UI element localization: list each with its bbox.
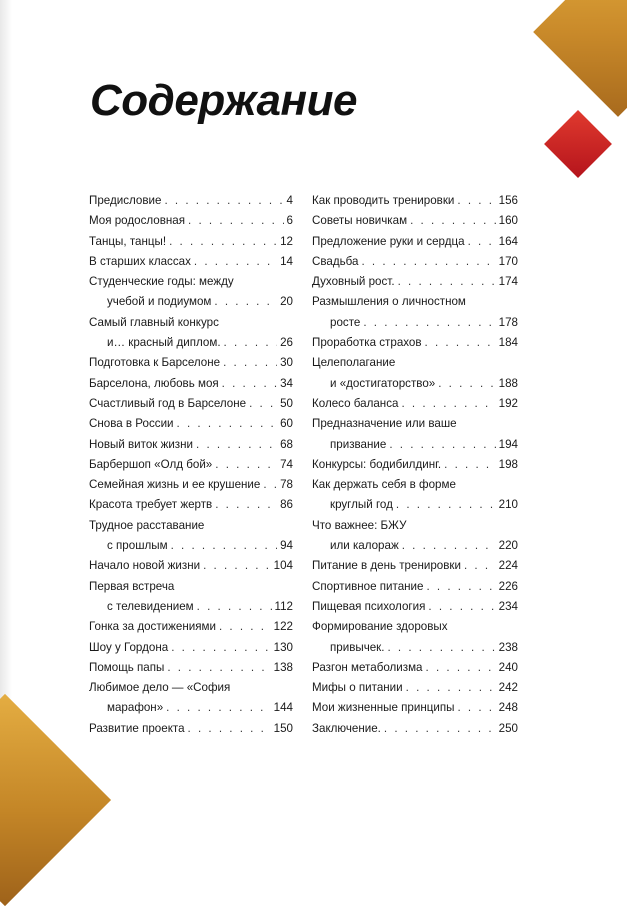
toc-entry-title: Предназначение или ваше: [312, 417, 457, 431]
dot-leader: [177, 414, 278, 434]
toc-entry-title: Начало новой жизни: [89, 559, 201, 573]
dot-leader: [401, 394, 495, 414]
toc-entry[interactable]: [89, 414, 293, 434]
toc-entry-title: Моя родословная: [89, 214, 186, 228]
toc-entry[interactable]: [89, 272, 293, 313]
toc-page-number: 144: [273, 701, 293, 715]
toc-page-number: 14: [280, 254, 293, 268]
toc-column-left: [89, 191, 293, 739]
toc-entry-title: Развитие проекта: [89, 721, 185, 735]
dot-leader: [384, 719, 496, 739]
toc-entry-title: росте: [330, 315, 361, 329]
dot-leader: [410, 211, 496, 231]
toc-page-number: 220: [498, 539, 518, 553]
toc-entry-title: и «достигаторство»: [330, 376, 436, 390]
toc-page-number: 4: [286, 194, 293, 207]
toc-page-number: 130: [273, 640, 293, 654]
toc-entry[interactable]: [312, 617, 518, 658]
toc-entry-title: привычек.: [330, 640, 385, 654]
toc-entry[interactable]: [312, 698, 518, 718]
dot-leader: [361, 252, 495, 272]
toc-entry[interactable]: [312, 678, 518, 698]
toc-page-number: 198: [498, 457, 518, 471]
dot-leader: [468, 232, 496, 252]
dot-leader: [425, 333, 496, 353]
toc-page-number: 138: [273, 660, 293, 674]
toc-entry[interactable]: [312, 252, 518, 272]
dot-leader: [457, 698, 495, 718]
toc-entry[interactable]: [89, 435, 293, 455]
toc-entry-title: Счастливый год в Барселоне: [89, 396, 247, 410]
dot-leader: [164, 191, 283, 211]
toc-entry-title: призвание: [330, 437, 387, 451]
toc-entry[interactable]: [312, 597, 518, 617]
dot-leader: [396, 495, 496, 515]
toc-column-right: [312, 191, 518, 739]
toc-page-number: 226: [498, 579, 518, 593]
toc-page-number: 160: [498, 214, 518, 228]
toc-entry[interactable]: [89, 232, 293, 252]
gold-diamond-decoration-top: [533, 0, 627, 117]
dot-leader: [224, 333, 278, 353]
toc-entry[interactable]: [89, 191, 293, 211]
toc-entry[interactable]: [312, 394, 518, 414]
dot-leader: [249, 394, 277, 414]
toc-page-number: 194: [498, 437, 518, 451]
toc-entry[interactable]: [89, 374, 293, 394]
toc-entry-title: Самый главный конкурс: [89, 315, 219, 329]
toc-entry-title: с прошлым: [107, 539, 168, 553]
toc-page-number: 104: [273, 559, 293, 573]
dot-leader: [402, 536, 496, 556]
toc-entry-title: Пищевая психология: [312, 599, 426, 613]
toc-page-number: 86: [280, 498, 293, 512]
dot-leader: [426, 658, 496, 678]
toc-entry-title: Любимое дело — «София: [89, 681, 231, 695]
toc-entry[interactable]: [312, 577, 518, 597]
dot-leader: [263, 475, 277, 495]
toc-entry-title: Красота требует жертв: [89, 498, 213, 512]
toc-page-number: 12: [280, 234, 293, 248]
dot-leader: [428, 597, 495, 617]
toc-entry[interactable]: [312, 272, 518, 292]
toc-page-number: 156: [498, 194, 518, 207]
toc-entry[interactable]: [312, 556, 518, 576]
toc-entry-title: Свадьба: [312, 254, 359, 268]
toc-entry[interactable]: [312, 719, 518, 739]
toc-page-number: 240: [498, 660, 518, 674]
toc-entry[interactable]: [312, 191, 518, 211]
toc-page-number: 210: [498, 498, 518, 512]
toc-entry[interactable]: [312, 414, 518, 455]
toc-entry[interactable]: [312, 516, 518, 557]
toc-entry-title: Питание в день тренировки: [312, 559, 461, 573]
dot-leader: [196, 435, 277, 455]
toc-entry-title: Барселона, любовь моя: [89, 376, 219, 390]
toc-entry[interactable]: [89, 394, 293, 414]
toc-entry-title: Трудное расставание: [89, 518, 205, 532]
toc-entry-title: Танцы, танцы!: [89, 234, 167, 248]
toc-page-number: 6: [286, 214, 293, 228]
toc-page-number: 192: [498, 396, 518, 410]
toc-entry-title: Снова в России: [89, 417, 174, 431]
toc-page-number: 94: [280, 539, 293, 553]
toc-page-number: 184: [498, 336, 518, 350]
toc-entry-title: с телевидением: [107, 599, 194, 613]
toc-page-number: 250: [498, 721, 518, 735]
dot-leader: [426, 577, 495, 597]
toc-entry-title: Предисловие: [89, 194, 162, 207]
toc-page-number: 248: [498, 701, 518, 715]
toc-entry[interactable]: [89, 353, 293, 373]
toc-entry-title: Разгон метаболизма: [312, 660, 423, 674]
dot-leader: [169, 232, 277, 252]
dot-leader: [188, 719, 271, 739]
toc-entry-title: Советы новичкам: [312, 214, 408, 228]
toc-entry-title: Предложение руки и сердца: [312, 234, 465, 248]
dot-leader: [203, 556, 271, 576]
toc-entry-title: Проработка страхов: [312, 336, 422, 350]
toc-entry[interactable]: [89, 577, 293, 618]
toc-page-number: 112: [274, 599, 293, 613]
dot-leader: [194, 252, 277, 272]
dot-leader: [215, 495, 277, 515]
toc-entry-title: Заключение.: [312, 721, 381, 735]
dot-leader: [219, 617, 271, 637]
toc-entry-title: Конкурсы: бодибилдинг.: [312, 457, 442, 471]
toc-entry-title: марафон»: [107, 701, 164, 715]
toc-entry-title: учебой и подиумом: [107, 295, 212, 309]
toc-entry-title: Студенческие годы: между: [89, 275, 234, 289]
dot-leader: [215, 455, 277, 475]
toc-entry[interactable]: [89, 211, 293, 231]
toc-entry-title: Первая встреча: [89, 579, 175, 593]
toc-entry-title: Гонка за достижениями: [89, 620, 216, 634]
toc-entry[interactable]: [312, 658, 518, 678]
toc-entry-title: Что важнее: БЖУ: [312, 518, 407, 532]
toc-entry-title: Мифы о питании: [312, 681, 403, 695]
toc-entry[interactable]: [89, 617, 293, 637]
toc-entry-title: или калораж: [330, 539, 399, 553]
dot-leader: [171, 638, 270, 658]
toc-page-number: 122: [273, 620, 293, 634]
dot-leader: [398, 272, 496, 292]
dot-leader: [188, 211, 284, 231]
toc-entry-title: Помощь папы: [89, 660, 165, 674]
toc-entry[interactable]: [89, 455, 293, 475]
toc-page-number: 20: [280, 295, 293, 309]
toc-entry-title: Духовный рост.: [312, 275, 395, 289]
toc-entry[interactable]: [89, 678, 293, 719]
toc-page-number: 34: [280, 376, 293, 390]
dot-leader: [171, 536, 278, 556]
toc-entry-title: и… красный диплом.: [107, 336, 221, 350]
dot-leader: [197, 597, 272, 617]
toc-page-number: 60: [280, 417, 293, 431]
toc-entry-title: Спортивное питание: [312, 579, 424, 593]
toc-entry-title: Новый виток жизни: [89, 437, 193, 451]
toc-page-number: 174: [498, 275, 518, 289]
toc-page-number: 178: [498, 315, 518, 329]
toc-entry-title: Колесо баланса: [312, 396, 399, 410]
dot-leader: [166, 698, 271, 718]
toc-entry[interactable]: [312, 455, 518, 475]
dot-leader: [444, 455, 496, 475]
dot-leader: [223, 353, 277, 373]
toc-entry-title: Целеполагание: [312, 356, 396, 370]
toc-entry[interactable]: [89, 252, 293, 272]
dot-leader: [389, 435, 495, 455]
toc-page-number: 150: [273, 721, 293, 735]
dot-leader: [167, 658, 270, 678]
toc-entry-title: В старших классах: [89, 254, 191, 268]
toc-page-number: 238: [498, 640, 518, 654]
toc-page-number: 50: [280, 396, 293, 410]
toc-entry-title: Шоу у Гордона: [89, 640, 169, 654]
toc-entry-title: Подготовка к Барселоне: [89, 356, 221, 370]
toc-page-number: 234: [498, 599, 518, 613]
toc-entry-title: Как проводить тренировки: [312, 194, 455, 207]
toc-page-number: 242: [498, 681, 518, 695]
toc-entry-title: Формирование здоровых: [312, 620, 448, 634]
dot-leader: [457, 191, 495, 211]
toc-entry[interactable]: [312, 475, 518, 516]
dot-leader: [387, 638, 495, 658]
toc-page-number: 224: [498, 559, 518, 573]
toc-entry[interactable]: [312, 232, 518, 252]
dot-leader: [464, 556, 496, 576]
toc-entry-title: Барбершоп «Олд бой»: [89, 457, 213, 471]
toc-entry[interactable]: [312, 353, 518, 394]
toc-entry[interactable]: [89, 719, 293, 739]
toc-entry[interactable]: [312, 211, 518, 231]
toc-page-number: 164: [498, 234, 518, 248]
toc-page-number: 170: [498, 254, 518, 268]
dot-leader: [406, 678, 496, 698]
toc-page-number: 68: [280, 437, 293, 451]
toc-entry[interactable]: [89, 658, 293, 678]
toc-page-number: 30: [280, 356, 293, 370]
toc-entry[interactable]: [312, 333, 518, 353]
toc-entry-title: Семейная жизнь и ее крушение: [89, 478, 261, 492]
red-diamond-decoration: [544, 110, 612, 178]
dot-leader: [222, 374, 277, 394]
toc-entry-title: Мои жизненные принципы: [312, 701, 455, 715]
page-title: Содержание: [90, 76, 357, 125]
dot-leader: [214, 292, 277, 312]
toc-page-number: 78: [280, 478, 293, 492]
toc-entry[interactable]: [312, 292, 518, 333]
dot-leader: [363, 313, 495, 333]
toc-entry[interactable]: [89, 475, 293, 495]
toc-page-number: 188: [498, 376, 518, 390]
toc-entry-title: круглый год: [330, 498, 393, 512]
toc-entry[interactable]: [89, 313, 293, 354]
toc-entry[interactable]: [89, 495, 293, 515]
toc-entry[interactable]: [89, 638, 293, 658]
dot-leader: [438, 374, 495, 394]
toc-entry[interactable]: [89, 556, 293, 576]
toc-entry[interactable]: [89, 516, 293, 557]
toc-entry-title: Как держать себя в форме: [312, 478, 456, 492]
toc-entry-title: Размышления о личностном: [312, 295, 466, 309]
toc-page-number: 26: [280, 336, 293, 350]
toc-page-number: 74: [280, 457, 293, 471]
